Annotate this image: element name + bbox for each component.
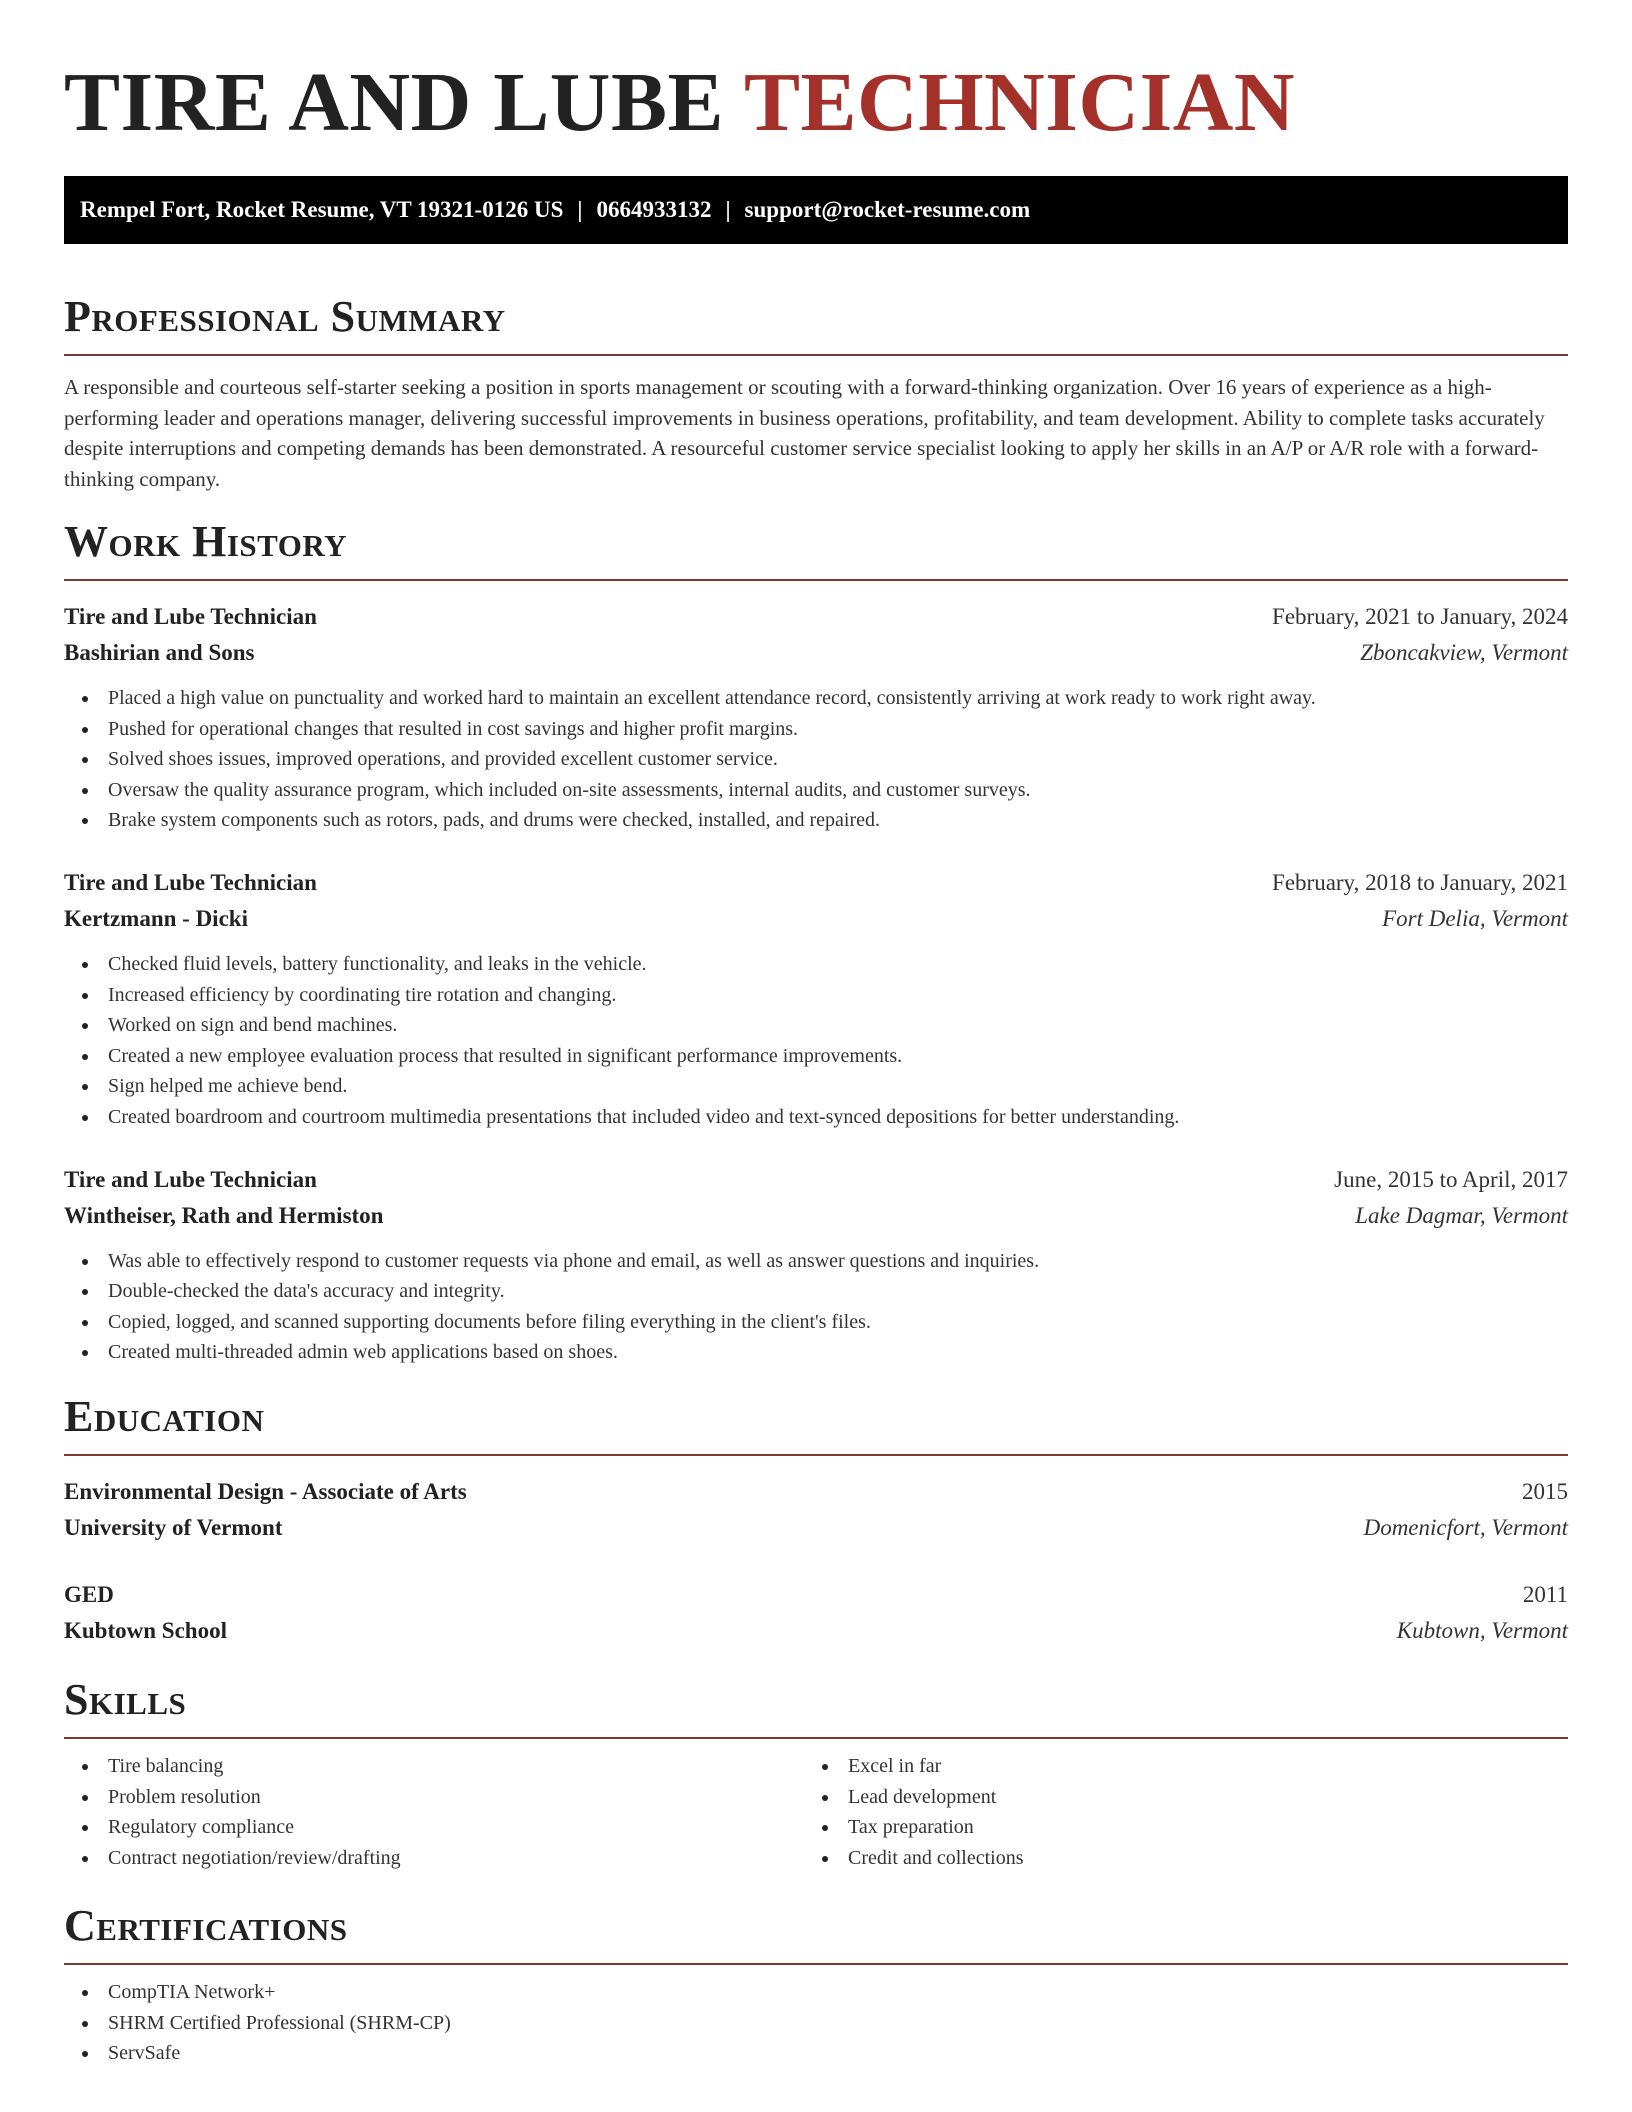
contact-separator: |	[577, 197, 583, 222]
skill-item: Tax preparation	[804, 1812, 1544, 1843]
certification-item: ServSafe	[64, 2038, 1568, 2069]
work-heading: Work History	[64, 517, 348, 566]
job-header-row	[64, 1162, 1568, 1198]
certifications-heading: Certifications	[64, 1901, 348, 1951]
job-company-row	[64, 635, 1568, 671]
skill-item: Tire balancing	[64, 1751, 804, 1782]
job-company: Kertzmann - Dicki	[64, 905, 248, 931]
resume-title	[64, 56, 1568, 150]
education-school-row	[64, 1613, 1568, 1649]
list-item: Placed a high value on punctuality and worked hard to maintain an excellent attendance record, consistently arriving at work ready to work right away.	[64, 683, 1568, 714]
summary-section	[64, 292, 1568, 494]
job-dates: February, 2018 to January, 2021	[1272, 869, 1568, 895]
job-company-row	[64, 901, 1568, 937]
list-item: Brake system components such as rotors, pads, and drums were checked, installed, and repaired.	[64, 805, 1568, 836]
job-entry	[64, 1162, 1568, 1368]
job-location: Fort Delia, Vermont	[1382, 905, 1568, 931]
job-header-row	[64, 599, 1568, 635]
job-entry	[64, 599, 1568, 836]
education-school: University of Vermont	[64, 1514, 283, 1540]
job-bullets	[64, 1246, 1568, 1368]
job-title: Tire and Lube Technician	[64, 869, 317, 895]
list-item: Worked on sign and bend machines.	[64, 1010, 1568, 1041]
education-degree-row	[64, 1577, 1568, 1613]
certification-item: CompTIA Network+	[64, 1977, 1568, 2008]
work-section	[64, 517, 1568, 1368]
education-school: Kubtown School	[64, 1617, 227, 1643]
education-heading: Education	[64, 1391, 265, 1441]
list-item: Oversaw the quality assurance program, which included on-site assessments, internal audits, and customer surveys.	[64, 775, 1568, 806]
skills-list-left	[64, 1751, 804, 1873]
certifications-section	[64, 1901, 1568, 2069]
job-location: Zboncakview, Vermont	[1360, 640, 1568, 665]
skills-grid	[64, 1751, 1568, 1873]
summary-heading: Professional Summary	[64, 292, 506, 341]
list-item: Double-checked the data's accuracy and integrity.	[64, 1276, 1568, 1307]
section-rule	[64, 1737, 1568, 1739]
list-item: Sign helped me achieve bend.	[64, 1071, 1568, 1102]
skill-item: Contract negotiation/review/drafting	[64, 1843, 804, 1874]
job-company: Bashirian and Sons	[64, 640, 255, 665]
list-item: Checked fluid levels, battery functionality, and leaks in the vehicle.	[64, 949, 1568, 980]
skill-item: Regulatory compliance	[64, 1812, 804, 1843]
skill-item: Problem resolution	[64, 1782, 804, 1813]
skills-heading: Skills	[64, 1674, 187, 1724]
education-location: Domenicfort, Vermont	[1363, 1514, 1568, 1540]
job-header-row	[64, 865, 1568, 901]
contact-address: Rempel Fort, Rocket Resume, VT 19321-0126 US	[80, 197, 564, 222]
job-dates: February, 2021 to January, 2024	[1272, 604, 1568, 629]
contact-separator: |	[725, 197, 731, 222]
resume-page	[64, 0, 1568, 2069]
job-dates: June, 2015 to April, 2017	[1334, 1166, 1568, 1192]
title-part-2: TECHNICIAN	[744, 56, 1296, 149]
contact-phone: 0664933132	[596, 197, 712, 222]
education-section	[64, 1392, 1568, 1649]
education-year: 2015	[1522, 1478, 1568, 1504]
section-rule	[64, 579, 1568, 581]
list-item: Created boardroom and courtroom multimedia presentations that included video and text-synced depositions for better understanding.	[64, 1102, 1568, 1133]
section-rule	[64, 354, 1568, 356]
skill-item: Credit and collections	[804, 1843, 1544, 1874]
section-rule	[64, 1454, 1568, 1456]
education-location: Kubtown, Vermont	[1396, 1617, 1568, 1643]
list-item: Created a new employee evaluation process that resulted in significant performance improvements.	[64, 1041, 1568, 1072]
education-entry	[64, 1577, 1568, 1649]
job-title: Tire and Lube Technician	[64, 604, 317, 629]
title-part-1: TIRE AND LUBE	[64, 56, 725, 149]
list-item: Was able to effectively respond to customer requests via phone and email, as well as answer questions and inquiries.	[64, 1246, 1568, 1277]
skills-section	[64, 1675, 1568, 1873]
skill-item: Excel in far	[804, 1751, 1544, 1782]
list-item: Created multi-threaded admin web applications based on shoes.	[64, 1337, 1568, 1368]
job-company: Wintheiser, Rath and Hermiston	[64, 1202, 384, 1228]
education-year: 2011	[1522, 1581, 1568, 1607]
education-degree-row	[64, 1474, 1568, 1510]
education-degree: Environmental Design - Associate of Arts	[64, 1478, 467, 1504]
certifications-list	[64, 1977, 1568, 2069]
education-degree: GED	[64, 1581, 114, 1607]
list-item: Pushed for operational changes that resulted in cost savings and higher profit margins.	[64, 714, 1568, 745]
education-school-row	[64, 1510, 1568, 1546]
job-title: Tire and Lube Technician	[64, 1166, 317, 1192]
skill-item: Lead development	[804, 1782, 1544, 1813]
job-bullets	[64, 949, 1568, 1133]
job-location: Lake Dagmar, Vermont	[1355, 1202, 1568, 1228]
section-rule	[64, 1963, 1568, 1965]
job-entry	[64, 865, 1568, 1133]
education-entry	[64, 1474, 1568, 1546]
list-item: Increased efficiency by coordinating tire rotation and changing.	[64, 980, 1568, 1011]
job-company-row	[64, 1198, 1568, 1234]
list-item: Solved shoes issues, improved operations, and provided excellent customer service.	[64, 744, 1568, 775]
contact-email: support@rocket-resume.com	[744, 197, 1031, 222]
certification-item: SHRM Certified Professional (SHRM-CP)	[64, 2008, 1568, 2039]
summary-text: A responsible and courteous self-starter seeking a position in sports management or scouting with a forward-thinking organization. Over 16 years of experience as a high-performing leader and operations manager, delivering successful improvements in business operations, profitability, and team development. Ability to complete tasks accurately despite interruptions and competing demands has been demonstrated. A resourceful customer service specialist looking to apply her skills in an A/P or A/R role with a forward-thinking company.	[64, 375, 1545, 491]
contact-bar	[64, 176, 1568, 244]
list-item: Copied, logged, and scanned supporting documents before filing everything in the client's files.	[64, 1307, 1568, 1338]
skills-list-right	[804, 1751, 1544, 1873]
job-bullets	[64, 683, 1568, 836]
